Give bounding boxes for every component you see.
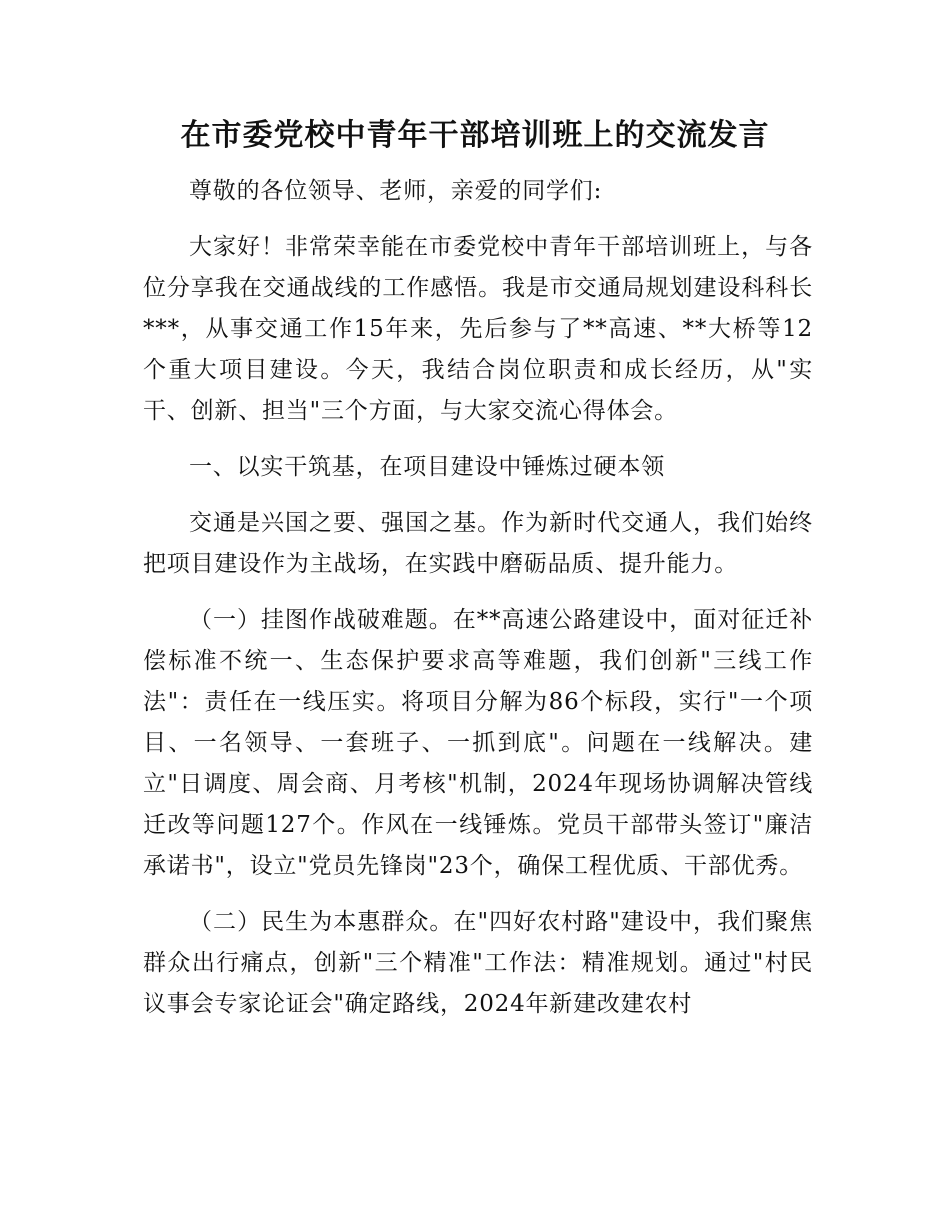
introduction-paragraph: 大家好！非常荣幸能在市委党校中青年干部培训班上，与各位分享我在交通战线的工作感悟。我是市交通局规划建设科科长***，从事交通工作15年来，先后参与了**高速、**大桥等12个重大项目建设。今天，我结合岗位职责和成长经历，从"实干、创新、担当"三个方面，与大家交流心得体会。 bbox=[143, 234, 813, 424]
salutation-paragraph: 尊敬的各位领导、老师，亲爱的同学们: bbox=[189, 178, 603, 204]
subsection-2-paragraph: （二）民生为本惠群众。在"四好农村路"建设中，我们聚焦群众出行痛点，创新"三个精准"工作法：精准规划。通过"村民议事会专家论证会"确定路线，2024年新建改建农村 bbox=[143, 909, 813, 1017]
document-title: 在市委党校中青年干部培训班上的交流发言 bbox=[180, 118, 770, 153]
subsection-1-paragraph: （一）挂图作战破难题。在**高速公路建设中，面对征迁补偿标准不统一、生态保护要求高等难题，我们创新"三线工作法"：责任在一线压实。将项目分解为86个标段，实行"一个项目、一名领导、一套班子、一抓到底"。问题在一线解决。建立"日调度、周会商、月考核"机制，2024年现场协调解决管线迁改等问题127个。作风在一线锤炼。党员干部带头签订"廉洁承诺书"，设立"党员先锋岗"23个，确保工程优质、干部优秀。 bbox=[143, 607, 813, 879]
document-body bbox=[143, 171, 813, 1040]
section-heading-1: 一、以实干筑基，在项目建设中锤炼过硬本领 bbox=[189, 454, 665, 480]
section-intro-paragraph: 交通是兴国之要、强国之基。作为新时代交通人，我们始终把项目建设作为主战场，在实践中磨砺品质、提升能力。 bbox=[143, 510, 813, 577]
